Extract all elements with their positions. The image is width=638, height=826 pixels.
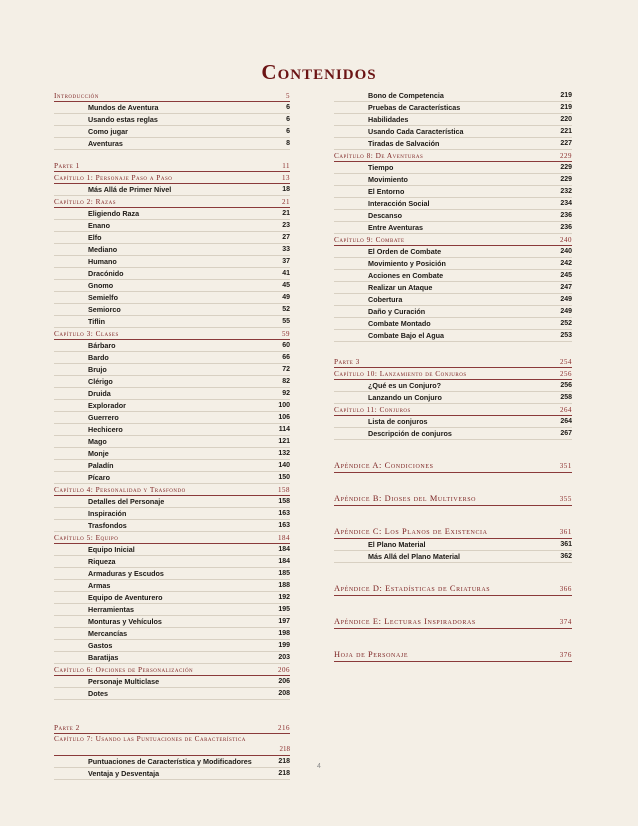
toc-entry-page: 256 — [560, 382, 572, 389]
toc-entry-page: 258 — [560, 394, 572, 401]
toc-entry[interactable] — [334, 282, 572, 294]
toc-entry[interactable] — [54, 640, 290, 652]
toc-entry[interactable] — [334, 318, 572, 330]
toc-entry[interactable] — [334, 90, 572, 102]
toc-entry-label: Entre Aventuras — [368, 223, 423, 232]
toc-heading-apendice-c[interactable]: Apéndice C: Los Planos de Existencia 361 — [334, 525, 572, 539]
toc-heading-parte-2[interactable]: Parte 2 216 — [54, 723, 290, 732]
toc-entry[interactable] — [54, 616, 290, 628]
toc-entry-page: 199 — [278, 642, 290, 649]
toc-heading-capitulo-4[interactable]: Capítulo 4: Personalidad y Trasfondo 158 — [54, 485, 290, 494]
toc-section-capitulo-5 — [54, 544, 290, 664]
toc-entry[interactable] — [334, 306, 572, 318]
toc-section-capitulo-7-cont — [334, 90, 572, 150]
toc-entry[interactable] — [334, 416, 572, 428]
toc-entry-page: 106 — [278, 414, 290, 421]
toc-entry-page: 60 — [282, 342, 290, 349]
toc-entry-label: Equipo de Aventurero — [88, 593, 163, 602]
toc-entry-page: 249 — [560, 296, 572, 303]
toc-entry-label: Gnomo — [88, 281, 114, 290]
toc-section-apendice-c — [334, 539, 572, 563]
toc-entry-page: 208 — [278, 690, 290, 697]
toc-entry-page: 362 — [560, 553, 572, 560]
toc-entry-label: Guerrero — [88, 413, 119, 422]
toc-entry[interactable] — [54, 400, 290, 412]
toc-heading-capitulo-2[interactable]: Capítulo 2: Razas 21 — [54, 197, 290, 206]
toc-entry-page: 252 — [560, 320, 572, 327]
toc-entry-page: 264 — [560, 418, 572, 425]
toc-entry-label: Acciones en Combate — [368, 271, 444, 280]
toc-entry-page: 197 — [278, 618, 290, 625]
toc-entry-page: 219 — [560, 104, 572, 111]
toc-entry-page: 242 — [560, 260, 572, 267]
toc-entry-label: Trasfondos — [88, 521, 127, 530]
toc-heading-capitulo-8[interactable]: Capítulo 8: De Aventuras 229 — [334, 151, 572, 160]
toc-entry-label: Como jugar — [88, 127, 128, 136]
toc-entry-label: ¿Qué es un Conjuro? — [368, 381, 442, 390]
toc-heading-capitulo-6[interactable]: Capítulo 6: Opciones de Personalización 206 — [54, 665, 290, 674]
toc-entry[interactable] — [334, 174, 572, 186]
toc-entry-label: Enano — [88, 221, 110, 230]
toc-entry-page: 37 — [282, 258, 290, 265]
toc-entry-label: Más Allá de Primer Nivel — [88, 185, 172, 194]
toc-entry-page: 219 — [560, 92, 572, 99]
toc-entry-page: 150 — [278, 474, 290, 481]
toc-entry[interactable] — [334, 551, 572, 563]
toc-entry-label: Interacción Social — [368, 199, 430, 208]
toc-entry[interactable] — [54, 508, 290, 520]
toc-entry-label: Mediano — [88, 245, 118, 254]
toc-entry[interactable] — [334, 294, 572, 306]
toc-entry-page: 49 — [282, 294, 290, 301]
toc-entry-label: Daño y Curación — [368, 307, 426, 316]
toc-entry-label: Brujo — [88, 365, 107, 374]
toc-entry-page: 114 — [278, 426, 290, 433]
toc-entry-page: 72 — [282, 366, 290, 373]
toc-entry[interactable] — [54, 544, 290, 556]
toc-entry-page: 240 — [560, 248, 572, 255]
toc-section-capitulo-1 — [54, 184, 290, 196]
toc-entry-page: 249 — [560, 308, 572, 315]
toc-entry-page: 163 — [278, 522, 290, 529]
toc-entry[interactable] — [334, 380, 572, 392]
toc-entry-page: 195 — [278, 606, 290, 613]
toc-entry-label: Realizar un Ataque — [368, 283, 433, 292]
toc-entry-label: Elfo — [88, 233, 102, 242]
toc-entry-label: Descanso — [368, 211, 402, 220]
toc-entry-label: Eligiendo Raza — [88, 209, 140, 218]
toc-entry[interactable] — [54, 412, 290, 424]
toc-entry-page: 132 — [278, 450, 290, 457]
toc-entry[interactable] — [54, 352, 290, 364]
toc-entry-page: 203 — [278, 654, 290, 661]
toc-entry-label: Habilidades — [368, 115, 409, 124]
toc-heading-apendice-a[interactable]: Apéndice A: Condiciones 351 — [334, 459, 572, 473]
toc-entry-page: 52 — [282, 306, 290, 313]
toc-heading-capitulo-9[interactable]: Capítulo 9: Combate 240 — [334, 235, 572, 244]
toc-entry[interactable] — [54, 436, 290, 448]
toc-entry-page: 188 — [278, 582, 290, 589]
toc-entry-label: Inspiración — [88, 509, 127, 518]
page-number: 4 — [317, 763, 321, 770]
toc-entry-label: Cobertura — [368, 295, 403, 304]
toc-entry-label: Herramientas — [88, 605, 134, 614]
toc-section-capitulo-10 — [334, 380, 572, 404]
toc-entry-label: El Orden de Combate — [368, 247, 442, 256]
toc-entry[interactable] — [334, 198, 572, 210]
toc-entry[interactable] — [54, 340, 290, 352]
toc-entry-label: Monturas y Vehículos — [88, 617, 162, 626]
toc-entry[interactable] — [54, 138, 290, 150]
toc-entry-page: 229 — [560, 176, 572, 183]
toc-entry-label: Bono de Competencia — [368, 91, 444, 100]
toc-heading-capitulo-10[interactable]: Capítulo 10: Lanzamiento de Conjuros 256 — [334, 369, 572, 378]
toc-entry[interactable] — [54, 568, 290, 580]
toc-entry[interactable] — [54, 220, 290, 232]
toc-entry-label: Movimiento y Posición — [368, 259, 446, 268]
toc-entry-label: Semiorco — [88, 305, 121, 314]
toc-entry-label: Ventaja y Desventaja — [88, 769, 160, 778]
toc-entry[interactable] — [54, 304, 290, 316]
toc-entry-label: Tiempo — [368, 163, 394, 172]
toc-entry[interactable] — [54, 520, 290, 532]
toc-entry-label: Combate Montado — [368, 319, 431, 328]
toc-entry-page: 163 — [278, 510, 290, 517]
toc-entry[interactable] — [54, 244, 290, 256]
toc-entry[interactable] — [334, 162, 572, 174]
toc-entry-page: 21 — [282, 210, 290, 217]
toc-entry-label: Usando Cada Característica — [368, 127, 464, 136]
toc-section-capitulo-4 — [54, 496, 290, 532]
toc-entry-label: Mercancías — [88, 629, 128, 638]
toc-entry[interactable] — [54, 376, 290, 388]
toc-entry-label: Movimiento — [368, 175, 408, 184]
toc-entry-page: 6 — [286, 128, 290, 135]
toc-entry-label: El Entorno — [368, 187, 405, 196]
toc-section-capitulo-11 — [334, 416, 572, 440]
toc-entry[interactable] — [54, 256, 290, 268]
toc-entry-page: 140 — [278, 462, 290, 469]
toc-entry[interactable] — [54, 316, 290, 328]
toc-entry-label: Bárbaro — [88, 341, 116, 350]
page-title: Contenidos — [261, 60, 377, 84]
toc-entry-label: Hechicero — [88, 425, 123, 434]
toc-entry-label: Armaduras y Escudos — [88, 569, 164, 578]
toc-section-introduccion — [54, 102, 290, 150]
toc-entry-label: Detalles del Personaje — [88, 497, 165, 506]
toc-entry-page: 6 — [286, 116, 290, 123]
toc-entry[interactable] — [54, 280, 290, 292]
toc-heading-capitulo-11[interactable]: Capítulo 11: Conjuros 264 — [334, 405, 572, 414]
toc-entry[interactable] — [334, 210, 572, 222]
toc-entry[interactable] — [54, 184, 290, 196]
toc-entry[interactable] — [54, 688, 290, 700]
toc-heading-hoja-de-personaje[interactable]: Hoja de Personaje 376 — [334, 648, 572, 662]
toc-entry[interactable] — [54, 556, 290, 568]
toc-entry-page: 229 — [560, 164, 572, 171]
toc-heading-introduccion[interactable]: Introducción 5 — [54, 91, 290, 100]
toc-entry-page: 221 — [560, 128, 572, 135]
toc-entry-page: 55 — [282, 318, 290, 325]
toc-entry-label: Lanzando un Conjuro — [368, 393, 442, 402]
toc-entry-page: 27 — [282, 234, 290, 241]
toc-entry-page: 245 — [560, 272, 572, 279]
toc-entry-label: Baratijas — [88, 653, 119, 662]
toc-entry-label: Tiflin — [88, 317, 106, 326]
toc-heading-apendice-d[interactable]: Apéndice D: Estadísticas de Criaturas 366 — [334, 582, 572, 596]
toc-entry[interactable] — [54, 592, 290, 604]
toc-entry-page: 184 — [278, 558, 290, 565]
toc-entry[interactable] — [54, 126, 290, 138]
toc-entry[interactable] — [54, 652, 290, 664]
toc-entry-page: 267 — [560, 430, 572, 437]
toc-section-capitulo-9 — [334, 246, 572, 342]
toc-entry-page: 218 — [278, 770, 290, 777]
toc-entry[interactable] — [334, 126, 572, 138]
toc-entry-page: 100 — [278, 402, 290, 409]
toc-entry[interactable] — [334, 246, 572, 258]
toc-entry-page: 158 — [278, 498, 290, 505]
toc-entry[interactable] — [334, 138, 572, 150]
toc-heading-apendice-b[interactable]: Apéndice B: Dioses del Multiverso 355 — [334, 492, 572, 506]
toc-entry[interactable] — [54, 448, 290, 460]
toc-entry[interactable] — [334, 270, 572, 282]
toc-entry-label: Dracónido — [88, 269, 124, 278]
toc-entry-label: Puntuaciones de Característica y Modificadores — [88, 757, 252, 766]
toc-section-capitulo-3 — [54, 340, 290, 484]
toc-right-column — [334, 90, 572, 662]
toc-entry[interactable] — [54, 208, 290, 220]
toc-entry-label: Druida — [88, 389, 111, 398]
toc-entry-label: Más Allá del Plano Material — [368, 552, 461, 561]
toc-entry-page: 227 — [560, 140, 572, 147]
toc-entry-label: Mundos de Aventura — [88, 103, 159, 112]
toc-entry-page: 234 — [560, 200, 572, 207]
toc-entry[interactable] — [334, 258, 572, 270]
toc-entry-label: Combate Bajo el Agua — [368, 331, 445, 340]
toc-heading-capitulo-1[interactable]: Capítulo 1: Personaje Paso a Paso 13 — [54, 173, 290, 182]
toc-entry-label: Dotes — [88, 689, 108, 698]
toc-entry-label: Humano — [88, 257, 117, 266]
toc-entry-label: Riqueza — [88, 557, 116, 566]
toc-section-capitulo-2 — [54, 208, 290, 328]
toc-entry-label: Tiradas de Salvación — [368, 139, 440, 148]
toc-entry[interactable] — [54, 460, 290, 472]
toc-entry-label: Armas — [88, 581, 111, 590]
toc-entry[interactable] — [334, 428, 572, 440]
toc-entry-page: 253 — [560, 332, 572, 339]
toc-heading-parte-3[interactable]: Parte 3 254 — [334, 357, 572, 366]
toc-entry[interactable] — [334, 114, 572, 126]
toc-entry-page: 220 — [560, 116, 572, 123]
toc-entry[interactable] — [54, 628, 290, 640]
toc-heading-capitulo-7[interactable]: Capítulo 7: Usando las Puntuaciones de Característica — [54, 734, 246, 743]
toc-entry-page: 92 — [282, 390, 290, 397]
toc-entry[interactable] — [54, 102, 290, 114]
toc-entry[interactable] — [334, 392, 572, 404]
toc-entry-page: 18 — [282, 186, 290, 193]
toc-entry-label: Monje — [88, 449, 109, 458]
toc-entry-label: Descripción de conjuros — [368, 429, 452, 438]
toc-entry-label: Mago — [88, 437, 107, 446]
toc-heading-capitulo-5[interactable]: Capítulo 5: Equipo 184 — [54, 533, 290, 542]
toc-section-capitulo-6 — [54, 676, 290, 700]
toc-entry[interactable] — [54, 676, 290, 688]
toc-entry-page: 184 — [278, 546, 290, 553]
toc-entry-page: 361 — [560, 541, 572, 548]
toc-entry-page: 45 — [282, 282, 290, 289]
toc-entry-label: Semielfo — [88, 293, 118, 302]
toc-entry-page: 198 — [278, 630, 290, 637]
toc-entry-label: Bardo — [88, 353, 109, 362]
toc-entry-page: 185 — [278, 570, 290, 577]
toc-heading-capitulo-3[interactable]: Capítulo 3: Clases 59 — [54, 329, 290, 338]
toc-entry[interactable] — [54, 268, 290, 280]
toc-entry[interactable] — [54, 424, 290, 436]
toc-entry-page: 66 — [282, 354, 290, 361]
toc-entry[interactable] — [54, 114, 290, 126]
toc-entry-label: Usando estas reglas — [88, 115, 158, 124]
toc-entry-label: Personaje Multiclase — [88, 677, 160, 686]
toc-entry[interactable] — [334, 222, 572, 234]
toc-entry-page: 218 — [278, 758, 290, 765]
toc-entry[interactable] — [54, 496, 290, 508]
toc-entry[interactable] — [54, 232, 290, 244]
toc-entry-page: 192 — [278, 594, 290, 601]
toc-entry-page: 23 — [282, 222, 290, 229]
toc-entry-page: 41 — [282, 270, 290, 277]
toc-heading-apendice-e[interactable]: Apéndice E: Lecturas Inspiradoras 374 — [334, 615, 572, 629]
toc-entry[interactable] — [54, 388, 290, 400]
toc-entry-page: 8 — [286, 140, 290, 147]
toc-heading-capitulo-7-page: 218 — [54, 744, 290, 756]
toc-entry-page: 33 — [282, 246, 290, 253]
toc-heading-parte-1[interactable]: Parte 1 11 — [54, 161, 290, 170]
toc-entry[interactable] — [54, 472, 290, 484]
toc-entry[interactable] — [54, 364, 290, 376]
toc-entry-label: El Plano Material — [368, 540, 426, 549]
toc-entry-page: 247 — [560, 284, 572, 291]
toc-entry-label: Pícaro — [88, 473, 110, 482]
toc-entry-label: Lista de conjuros — [368, 417, 428, 426]
toc-entry[interactable] — [334, 186, 572, 198]
toc-entry-page: 232 — [560, 188, 572, 195]
toc-entry-page: 82 — [282, 378, 290, 385]
toc-section-capitulo-8 — [334, 162, 572, 234]
toc-entry-label: Gastos — [88, 641, 113, 650]
toc-entry-label: Pruebas de Características — [368, 103, 461, 112]
toc-entry-page: 236 — [560, 212, 572, 219]
toc-entry-label: Aventuras — [88, 139, 123, 148]
toc-entry-page: 206 — [278, 678, 290, 685]
toc-entry-label: Equipo Inicial — [88, 545, 135, 554]
toc-left-column — [54, 90, 290, 780]
toc-entry[interactable] — [54, 580, 290, 592]
toc-entry[interactable] — [334, 102, 572, 114]
toc-entry-label: Explorador — [88, 401, 126, 410]
toc-entry-page: 6 — [286, 104, 290, 111]
toc-entry[interactable] — [54, 604, 290, 616]
toc-entry-label: Paladín — [88, 461, 114, 470]
toc-entry-page: 236 — [560, 224, 572, 231]
toc-entry[interactable] — [54, 292, 290, 304]
toc-entry[interactable] — [334, 539, 572, 551]
toc-entry[interactable] — [334, 330, 572, 342]
toc-entry-label: Clérigo — [88, 377, 113, 386]
toc-entry-page: 121 — [278, 438, 290, 445]
